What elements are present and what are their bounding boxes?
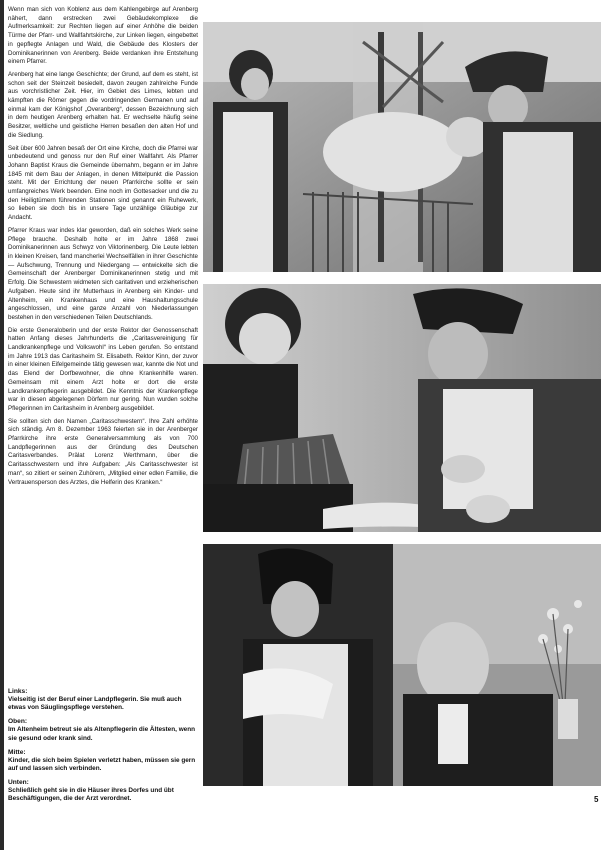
caption-label: Links: — [8, 688, 28, 695]
caption-mitte — [8, 749, 198, 773]
photo-child-bandage — [203, 284, 601, 532]
article-paragraph: Wenn man sich von Koblenz aus dem Kahlengebirge auf Arenberg nähert, dann erstrecken zwei Gebäudekomplexe die Aufmerksamkeit: zur Rechten liegen auf einer Anhöhe die beiden Türme der Pfarr- und Wallfahrtskirche, zur Linken liegen, eingebettet in gepflegte Anlagen und Wald, die Gebäude des Klosters der Dominikanerinnen von Arenberg. Beide verdanken ihre Entstehung einem Pfarrer. — [8, 6, 198, 66]
caption-unten — [8, 779, 198, 803]
caption-label: Unten: — [8, 779, 29, 787]
caption-text: Vielseitig ist der Beruf einer Landpflegerin. Sie muß auch etwas von Säuglingspflege verstehen. — [8, 696, 182, 712]
caption-text: Schließlich geht sie in die Häuser ihres Dorfes und übt Beschäftigungen, die der Arzt verordnet. — [8, 787, 174, 803]
page-number: 5 — [594, 795, 599, 804]
article-paragraph: Sie sollten sich den Namen „Caritasschwestern“. Ihre Zahl erhöhte sich ständig. Am 8. Dezember 1963 feierten sie in der Arenberger Pfarrkirche ihre erste Generalversammlung als von 700 Landpflegerinnen aus der Gründung des Deutschen Caritasverbandes. Prälat Lorenz Werthmann, über die Caritasschwestern und ihre Aufgaben: „Als Caritasschwester ist man“, so zitiert er seinen Zuhörern, „Mitglied einer edlen Familie, die Vertrauensperson des Arztes, die Helferin des Kranken.“ — [8, 417, 198, 486]
caption-links — [8, 688, 198, 712]
photo-infant-bath — [203, 22, 601, 272]
caption-label: Mitte: — [8, 748, 26, 756]
article-paragraph: Seit über 600 Jahren besaß der Ort eine Kirche, doch die Pfarrei war unbedeutend und genoss nur den Ruf einer Wallfahrt. Als Pfarrer Johann Baptist Kraus die Gemeinde übernahm, begann er im Jahre 1845 mit dem Bau der Anlagen, in denen Mittelpunkt die Passion steht. Mit der Errichtung der neuen Pfarrkirche sollte er sein umfangreiches Werk beenden. Eine noch im Gottesacker und die zu den Heiligtümern führenden Stationen sind genannt ein Ruhewerk, so lieben sie doch bis in unsere Tage unzählige Gläubige zur Andacht. — [8, 144, 198, 222]
article-paragraph: Die erste Generaloberin und der erste Rektor der Genossenschaft hatten Anfang dieses Jahrhunderts die „Caritasvereinigung für Landkrankenpflege und Volkswohl“ ins Leben gerufen. So entstand im Jahre 1913 das Caritasheim St. Elisabeth. Rektor Kinn, der zuvor in einer kleinen Eifelgemeinde tätig gewesen war, kannte die Not und das Elend der Dorfbewohner, die ohne Krankenhilfe waren. Gemeinsam mit einem Arzt holte er dort die erste Landkrankenpflegerin ausgebildet. Die Kenntnis der Krankenpflege war in diesen abgelegenen Dörfern nur gering. Nun wurden solche Pflegerinnen im Caritasheim in Arenberg ausgebildet. — [8, 326, 198, 412]
article-text-column — [8, 6, 198, 491]
photo-elderly-care — [203, 544, 601, 786]
page-edge-shadow — [0, 0, 4, 850]
caption-text: Im Altenheim betreut sie als Altenpflegerin die Ältesten, wenn sie gesund oder krank sind. — [8, 726, 196, 742]
article-paragraph: Pfarrer Kraus war indes klar geworden, daß ein solches Werk seine Pflege brauche. Deshalb holte er im Jahre 1868 zwei Dominikanerinnen aus Schwyz von Viktorinenberg. Die Leute lebten in kleinen Kreisen, fand mancherlei Wechselfällen in ihrer Geschichte — Aufschwung, Trennung und Niedergang — entwickelte sich die Gemeinschaft der Arenberger Dominikanerinnen stetig und mit Erfolg. Die Schwestern widmeten sich caritativen und erzieherischen Aufgaben. Heute sind ihr Mutterhaus in Arenberg ein Kinder- und Altenheim, ein Krankenhaus und eine Haushaltungsschule angeschlossen, und eine ganze Anzahl von Niederlassungen bestehen in den verschiedenen Teilen Deutschlands. — [8, 226, 198, 321]
photo-captions — [8, 688, 198, 810]
caption-oben — [8, 718, 198, 742]
article-paragraph: Arenberg hat eine lange Geschichte; der Grund, auf dem es steht, ist schon seit der Steinzeit besiedelt, davon zeugen zahlreiche Funde aus vorchristlicher Zeit. Hier, im Gebiet des Limes, lebten und kämpften die Römer gegen die vordringenden Germanen und auf einmal kam der Königshof „Overanberg“, dessen Bezeichnung sich in dem heutigen Arenberg erhalten hat. Er wechselte häufig seine Besitzer, weltliche und geistliche Herren besaßen den alten Hof und die Siedlung. — [8, 70, 198, 139]
caption-label: Oben: — [8, 718, 28, 726]
caption-text: Kinder, die sich beim Spielen verletzt haben, müssen sie gern auf und lassen sich verbinden. — [8, 756, 196, 773]
